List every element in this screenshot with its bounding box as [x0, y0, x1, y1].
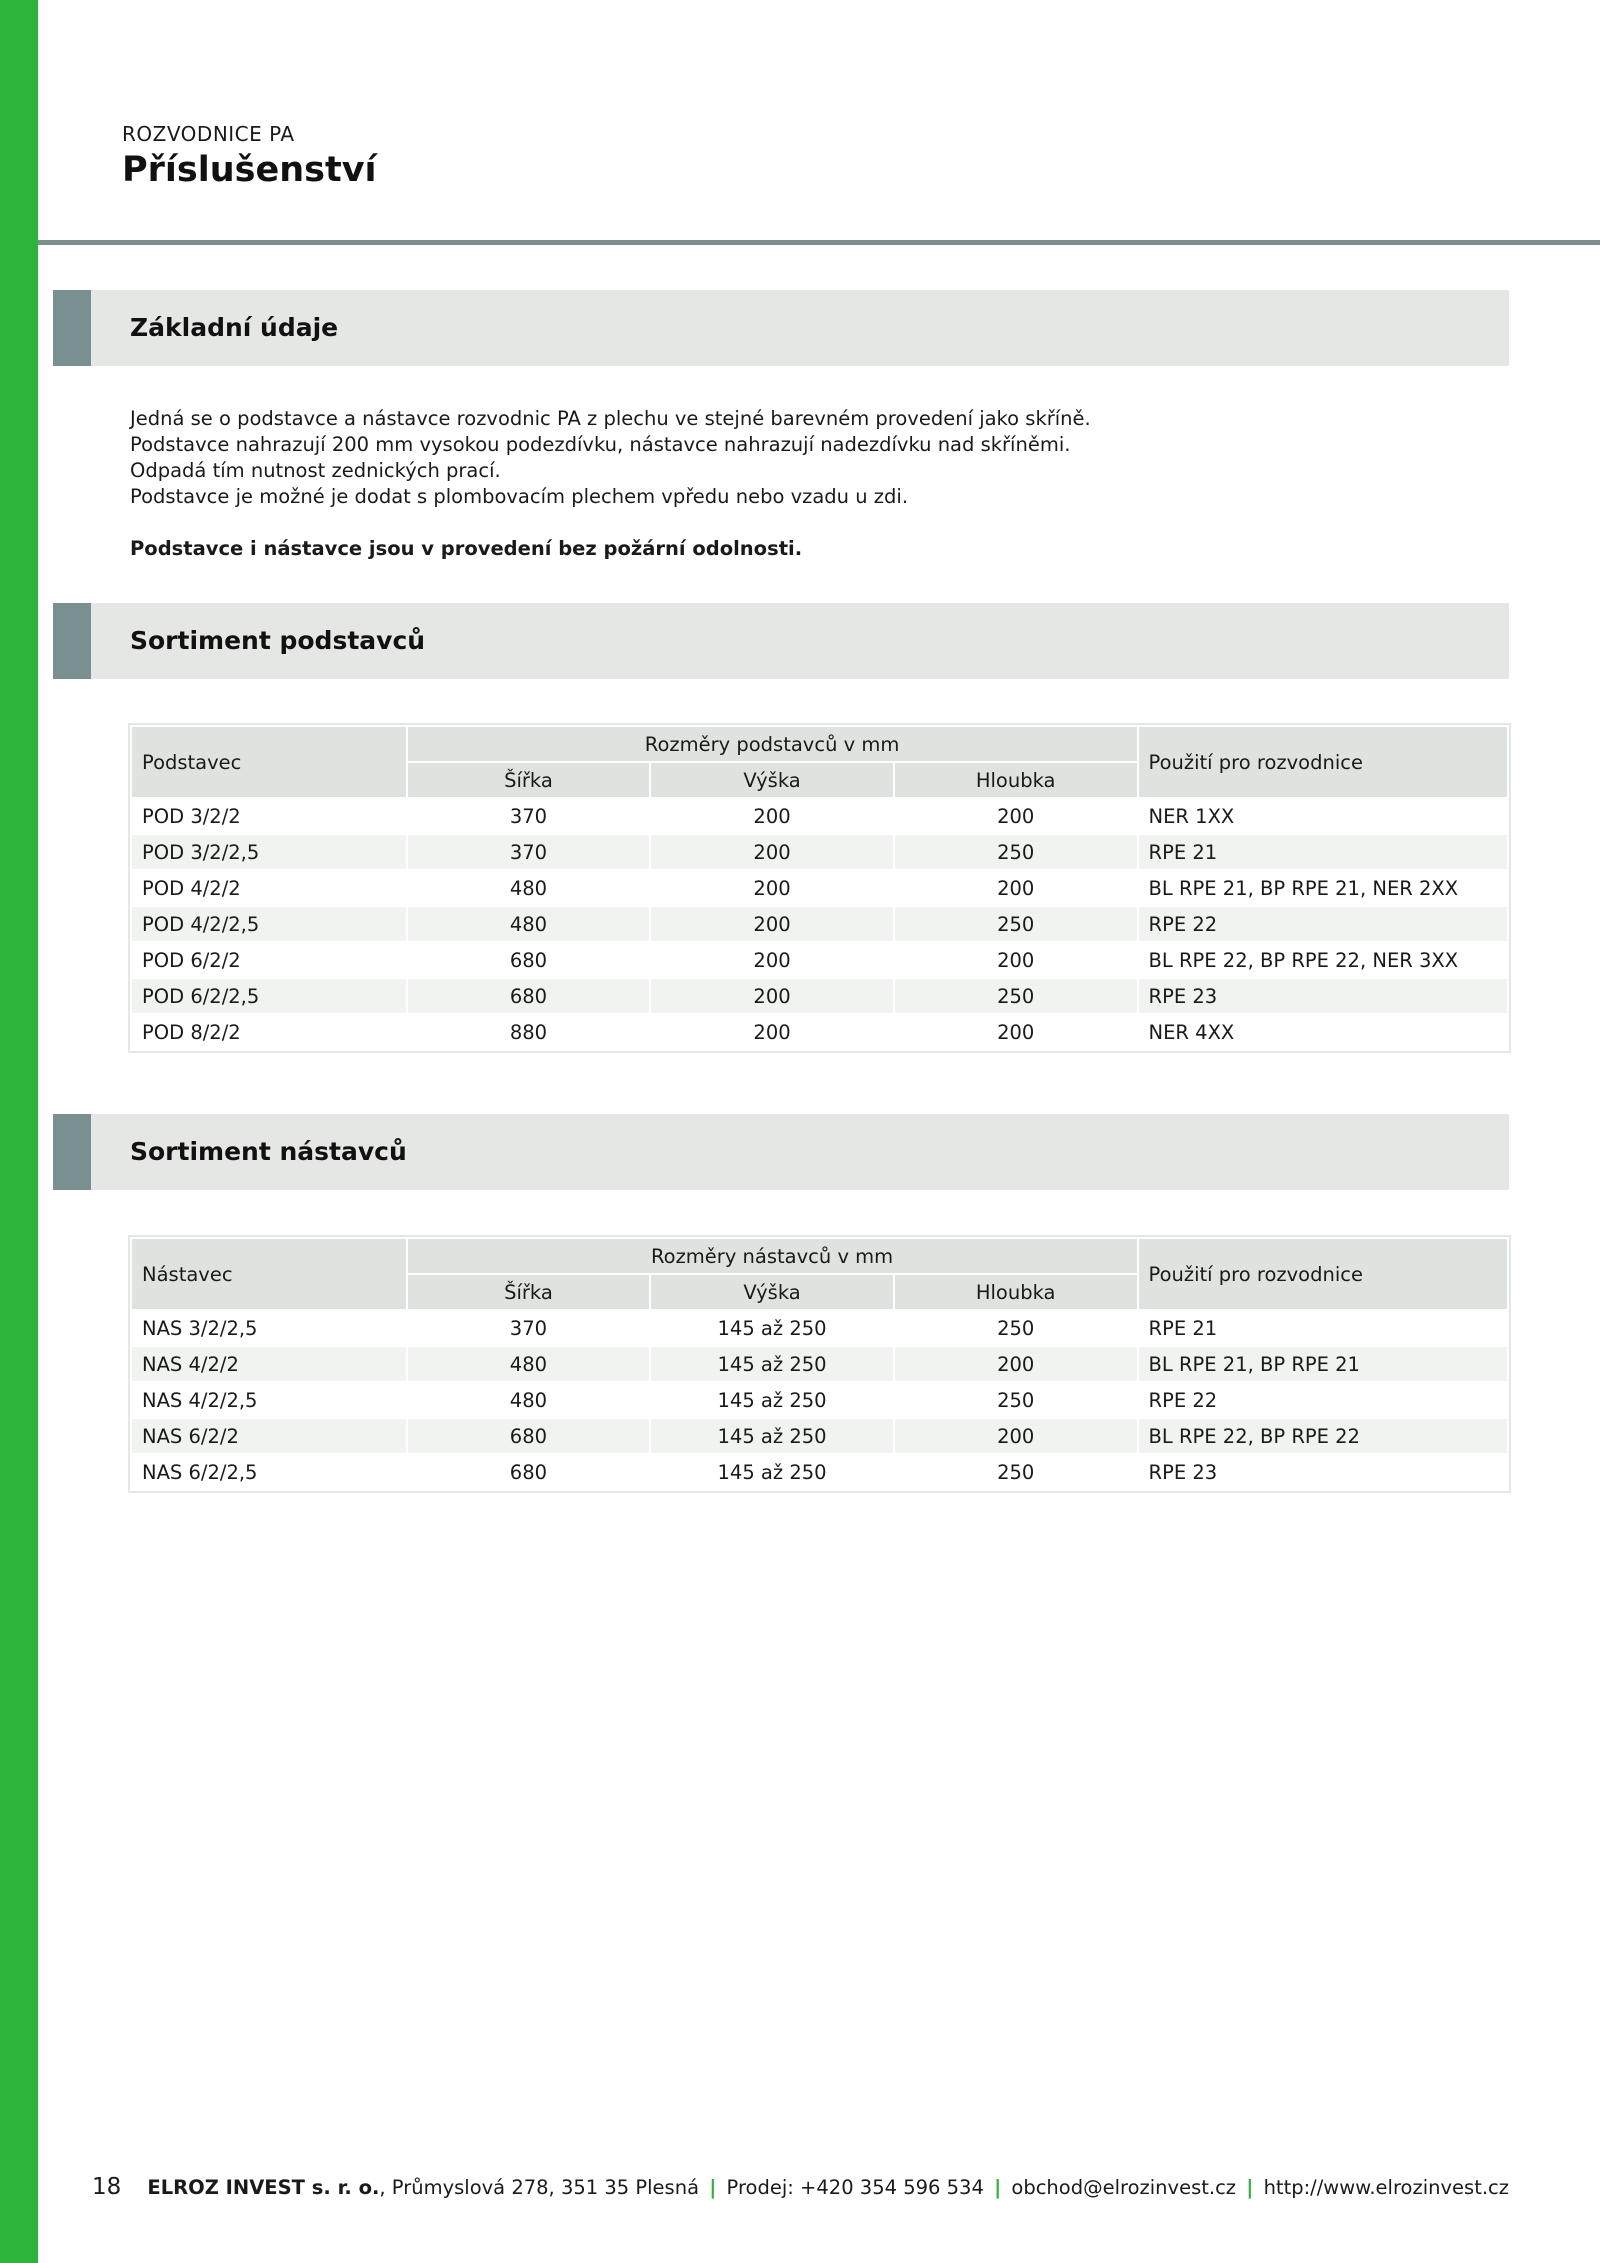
column-header-height: Výška — [650, 762, 894, 798]
cell-usage: RPE 21 — [1138, 834, 1508, 870]
table-row — [131, 1454, 1508, 1490]
page-title: Příslušenství — [122, 150, 377, 190]
cell-width: 680 — [407, 1418, 651, 1454]
brand-side-bar — [0, 0, 38, 2263]
intro-line: Podstavce nahrazují 200 mm vysokou podezdívku, nástavce nahrazují nadezdívku nad skříněmi. — [130, 433, 1071, 456]
column-group-header: Rozměry podstavců v mm — [407, 726, 1138, 762]
page-number: 18 — [92, 2174, 122, 2200]
table-row — [131, 1014, 1508, 1050]
cell-name: POD 4/2/2 — [131, 870, 407, 906]
cell-depth: 200 — [894, 942, 1138, 978]
cell-depth: 200 — [894, 1014, 1138, 1050]
column-header-depth: Hloubka — [894, 762, 1138, 798]
section-header-pod — [53, 603, 1509, 679]
cell-height: 200 — [650, 978, 894, 1014]
cell-width: 370 — [407, 834, 651, 870]
cell-height: 200 — [650, 798, 894, 834]
cell-width: 880 — [407, 1014, 651, 1050]
table-row — [131, 870, 1508, 906]
cell-usage: RPE 22 — [1138, 906, 1508, 942]
cell-name: NAS 4/2/2,5 — [131, 1382, 407, 1418]
nastavce-table — [130, 1237, 1509, 1491]
cell-usage: NER 4XX — [1138, 1014, 1508, 1050]
cell-depth: 200 — [894, 870, 1138, 906]
column-header-height: Výška — [650, 1274, 894, 1310]
cell-name: POD 8/2/2 — [131, 1014, 407, 1050]
table-row — [131, 942, 1508, 978]
column-header-usage: Použití pro rozvodnice — [1138, 726, 1508, 798]
cell-usage: RPE 22 — [1138, 1382, 1508, 1418]
footer-email[interactable]: obchod@elrozinvest.cz — [1011, 2176, 1237, 2199]
column-header-usage: Použití pro rozvodnice — [1138, 1238, 1508, 1310]
intro-line: Odpadá tím nutnost zednických prací. — [130, 459, 501, 482]
section-title: Sortiment nástavců — [130, 1137, 407, 1166]
section-accent — [53, 603, 91, 679]
cell-depth: 200 — [894, 1418, 1138, 1454]
cell-depth: 250 — [894, 906, 1138, 942]
table-row — [131, 1382, 1508, 1418]
column-header-item: Podstavec — [131, 726, 407, 798]
cell-depth: 200 — [894, 798, 1138, 834]
footer-web[interactable]: http://www.elrozinvest.cz — [1263, 2176, 1509, 2199]
cell-height: 145 až 250 — [650, 1310, 894, 1346]
cell-name: POD 3/2/2 — [131, 798, 407, 834]
footer-separator: | — [709, 2176, 717, 2199]
cell-usage: BL RPE 21, BP RPE 21 — [1138, 1346, 1508, 1382]
cell-depth: 250 — [894, 1454, 1138, 1490]
cell-height: 200 — [650, 834, 894, 870]
cell-name: NAS 3/2/2,5 — [131, 1310, 407, 1346]
cell-height: 145 až 250 — [650, 1382, 894, 1418]
table-row — [131, 798, 1508, 834]
cell-name: POD 4/2/2,5 — [131, 906, 407, 942]
table-row — [131, 978, 1508, 1014]
cell-width: 480 — [407, 1382, 651, 1418]
cell-height: 200 — [650, 1014, 894, 1050]
column-header-width: Šířka — [407, 1274, 651, 1310]
intro-line: Jedná se o podstavce a nástavce rozvodnic PA z plechu ve stejné barevném provedení jako skříně. — [130, 407, 1091, 430]
cell-depth: 250 — [894, 834, 1138, 870]
section-title: Sortiment podstavců — [130, 626, 426, 655]
cell-height: 145 až 250 — [650, 1346, 894, 1382]
intro-line: Podstavce je možné je dodat s plombovacím plechem vpředu nebo vzadu u zdi. — [130, 485, 909, 508]
cell-usage: RPE 21 — [1138, 1310, 1508, 1346]
cell-width: 680 — [407, 978, 651, 1014]
intro-text — [130, 406, 1430, 562]
cell-width: 370 — [407, 798, 651, 834]
cell-height: 145 až 250 — [650, 1418, 894, 1454]
podstavce-table — [130, 725, 1509, 1051]
table-row — [131, 1346, 1508, 1382]
column-group-header: Rozměry nástavců v mm — [407, 1238, 1138, 1274]
cell-depth: 250 — [894, 1310, 1138, 1346]
table-row — [131, 1418, 1508, 1454]
page-kicker: ROZVODNICE PA — [122, 122, 295, 146]
cell-width: 680 — [407, 1454, 651, 1490]
cell-width: 480 — [407, 906, 651, 942]
cell-usage: RPE 23 — [1138, 978, 1508, 1014]
cell-height: 200 — [650, 942, 894, 978]
table-row — [131, 834, 1508, 870]
cell-usage: BL RPE 22, BP RPE 22, NER 3XX — [1138, 942, 1508, 978]
section-header-nas — [53, 1114, 1509, 1190]
cell-depth: 250 — [894, 978, 1138, 1014]
footer-company: ELROZ INVEST s. r. o. — [147, 2176, 380, 2199]
column-header-width: Šířka — [407, 762, 651, 798]
section-header-basic — [53, 290, 1509, 366]
cell-name: POD 3/2/2,5 — [131, 834, 407, 870]
cell-height: 145 až 250 — [650, 1454, 894, 1490]
cell-name: POD 6/2/2 — [131, 942, 407, 978]
footer-separator: | — [1246, 2176, 1254, 2199]
section-accent — [53, 1114, 91, 1190]
cell-name: NAS 4/2/2 — [131, 1346, 407, 1382]
column-header-item: Nástavec — [131, 1238, 407, 1310]
cell-usage: BL RPE 21, BP RPE 21, NER 2XX — [1138, 870, 1508, 906]
cell-depth: 250 — [894, 1382, 1138, 1418]
cell-name: NAS 6/2/2 — [131, 1418, 407, 1454]
section-accent — [53, 290, 91, 366]
table-row — [131, 906, 1508, 942]
cell-name: POD 6/2/2,5 — [131, 978, 407, 1014]
footer-contact — [147, 2176, 1509, 2199]
intro-bold-note: Podstavce i nástavce jsou v provedení bez požární odolnosti. — [130, 537, 803, 560]
cell-width: 680 — [407, 942, 651, 978]
column-header-depth: Hloubka — [894, 1274, 1138, 1310]
table-row — [131, 1310, 1508, 1346]
cell-height: 200 — [650, 870, 894, 906]
cell-usage: NER 1XX — [1138, 798, 1508, 834]
cell-height: 200 — [650, 906, 894, 942]
header-divider — [38, 240, 1600, 245]
footer-sales: Prodej: +420 354 596 534 — [726, 2176, 984, 2199]
cell-depth: 200 — [894, 1346, 1138, 1382]
cell-usage: BL RPE 22, BP RPE 22 — [1138, 1418, 1508, 1454]
footer-separator: | — [994, 2176, 1002, 2199]
cell-width: 480 — [407, 1346, 651, 1382]
cell-usage: RPE 23 — [1138, 1454, 1508, 1490]
cell-name: NAS 6/2/2,5 — [131, 1454, 407, 1490]
section-title: Základní údaje — [130, 313, 339, 342]
footer-address: , Průmyslová 278, 351 35 Plesná — [379, 2176, 700, 2199]
cell-width: 480 — [407, 870, 651, 906]
cell-width: 370 — [407, 1310, 651, 1346]
